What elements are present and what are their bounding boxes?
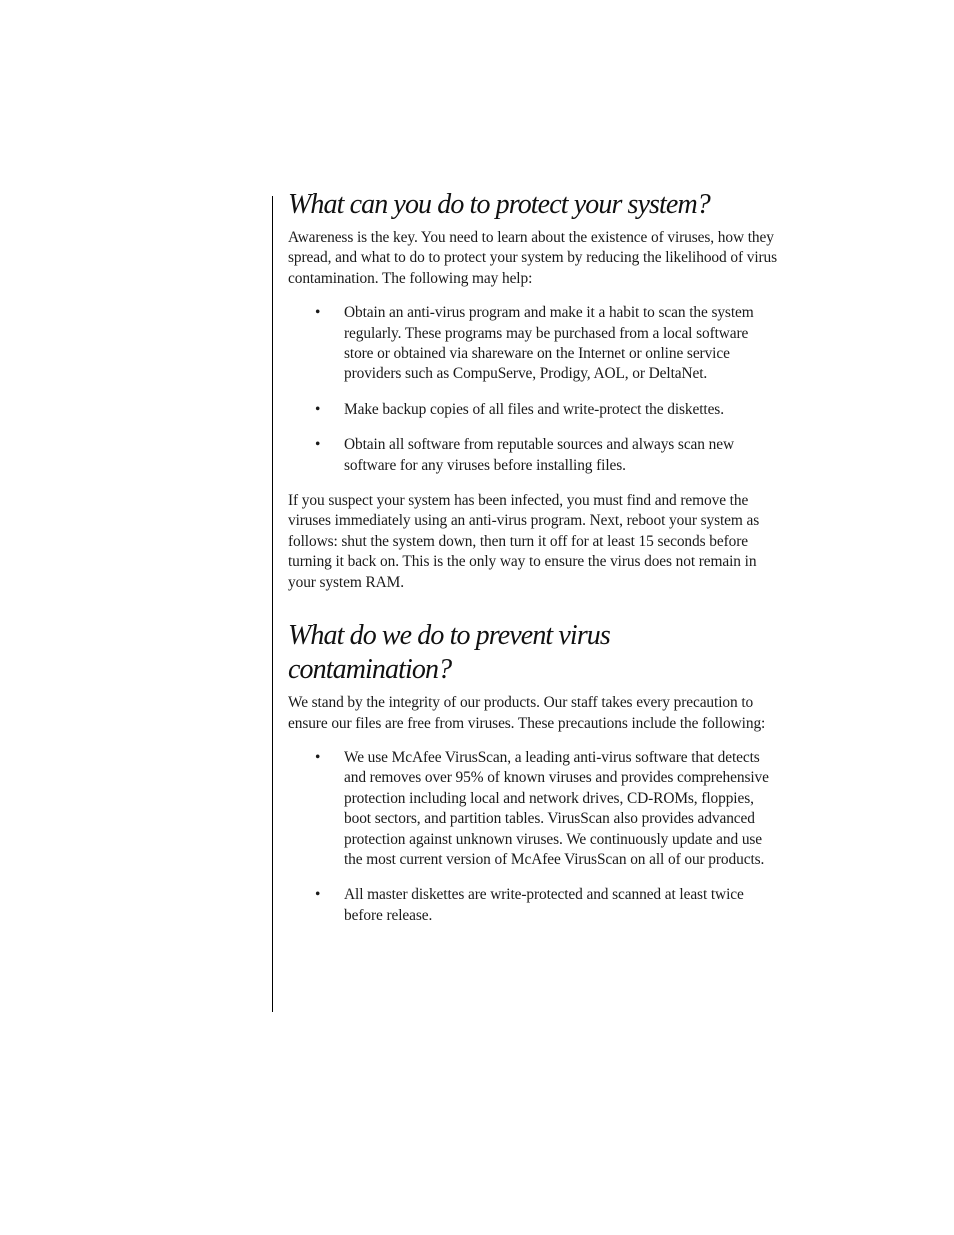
bullet-glyph: • xyxy=(315,400,321,418)
section2-intro: We stand by the integrity of our products. Our staff takes every precaution to ensure our files are free from viruses. These precautions include the following: xyxy=(288,694,766,732)
list-item xyxy=(288,303,778,385)
section1-heading: What can you do to protect your system? xyxy=(288,189,710,220)
page-content xyxy=(288,188,778,941)
list-item-text: Make backup copies of all files and write-protect the diskettes. xyxy=(344,400,724,418)
bullet-glyph: • xyxy=(315,436,321,454)
list-item-text: We use McAfee VirusScan, a leading anti-virus software that detects and removes over 95% of known viruses and provides comprehensive protection including local and network drives, CD-ROMs, floppies, boot sectors, and partition tables. VirusScan also provides advanced protection against unknown viruses. We continuously update and use the most current version of McAfee VirusScan on all of our products. xyxy=(344,748,769,868)
section2-heading: What do we do to prevent virus contamination? xyxy=(288,620,610,686)
section1-bullet-list xyxy=(288,303,778,476)
list-item-text: All master diskettes are write-protected and scanned at least twice before release. xyxy=(344,886,744,924)
list-item-text: Obtain an anti-virus program and make it a habit to scan the system regularly. These programs may be purchased from a local software store or obtained via shareware on the Internet or online service providers such as CompuServe, Prodigy, AOL, or DeltaNet. xyxy=(344,304,754,383)
bullet-glyph: • xyxy=(315,304,321,322)
bullet-glyph: • xyxy=(315,748,321,766)
list-item xyxy=(288,400,778,420)
section1-intro: Awareness is the key. You need to learn about the existence of viruses, how they spread, and what to do to protect your system by reducing the likelihood of virus contamination. The following may help: xyxy=(288,229,778,287)
margin-rule xyxy=(272,196,273,1012)
list-item xyxy=(288,748,778,870)
list-item-text: Obtain all software from reputable sources and always scan new software for any viruses before installing files. xyxy=(344,436,734,474)
section1-closing: If you suspect your system has been infected, you must find and remove the viruses immediately using an anti-virus program. Next, reboot your system as follows: shut the system down, then turn it off for at least 15 seconds before turning it back on. This is the only way to ensure the virus does not remain in your system RAM. xyxy=(288,492,760,591)
bullet-glyph: • xyxy=(315,886,321,904)
list-item xyxy=(288,885,778,926)
list-item xyxy=(288,435,778,476)
section2-bullet-list xyxy=(288,748,778,926)
